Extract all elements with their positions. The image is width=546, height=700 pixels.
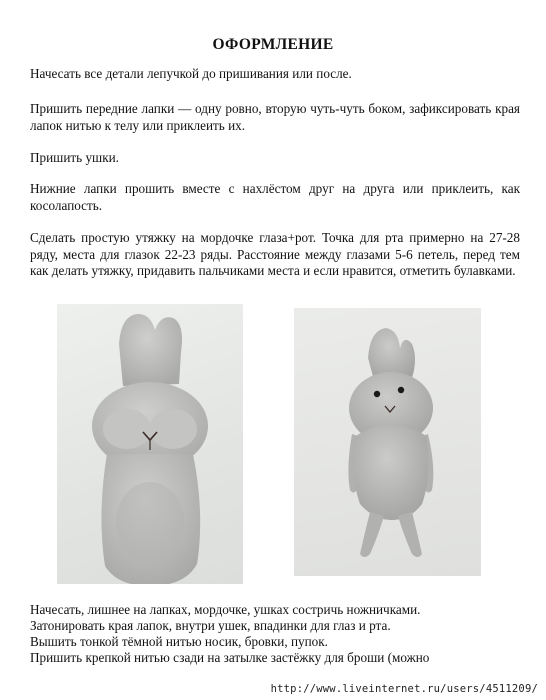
crochet-bunny-closeup-icon [57,304,243,584]
crochet-bunny-full-icon [294,308,481,576]
instruction-line: Пришить крепкой нитью сзади на затылке застёжку для броши (можно [30,650,430,665]
instruction-line: Вышить тонкой тёмной нитью носик, бровки, пупок. [30,634,328,649]
instruction-line: Затонировать края лапок, внутри ушек, впадинки для глаз и рта. [30,618,391,633]
paragraph-4: Нижние лапки прошить вместе с нахлёстом друг на друга или приклеить, как косолапость. [30,181,520,213]
bunny-full-photo [294,308,481,576]
instructions-bottom [30,602,530,666]
source-watermark: http://www.liveinternet.ru/users/4511209/ [270,683,538,695]
paragraph-3: Пришить ушки. [30,150,119,165]
paragraph-5: Сделать простую утяжку на мордочке глаза+рот. Точка для рта примерно на 27-28 ряду, места для глазок 22-23 ряды. Расстояние между глазами 5-6 петель, перед тем как делать утяжку, придавить пальчиками места и если нравится, отметить булавками. [30,230,520,278]
bunny-closeup-photo [57,304,243,584]
instruction-line: Начесать, лишнее на лапках, мордочке, ушках состричь ножничками. [30,602,421,617]
page-title: ОФОРМЛЕНИЕ [212,36,334,53]
paragraph-2: Пришить передние лапки — одну ровно, вторую чуть-чуть боком, зафиксировать края лапок нитью к телу или приклеить их. [30,101,520,133]
paragraph-1: Начесать все детали лепучкой до пришивания или после. [30,66,352,81]
